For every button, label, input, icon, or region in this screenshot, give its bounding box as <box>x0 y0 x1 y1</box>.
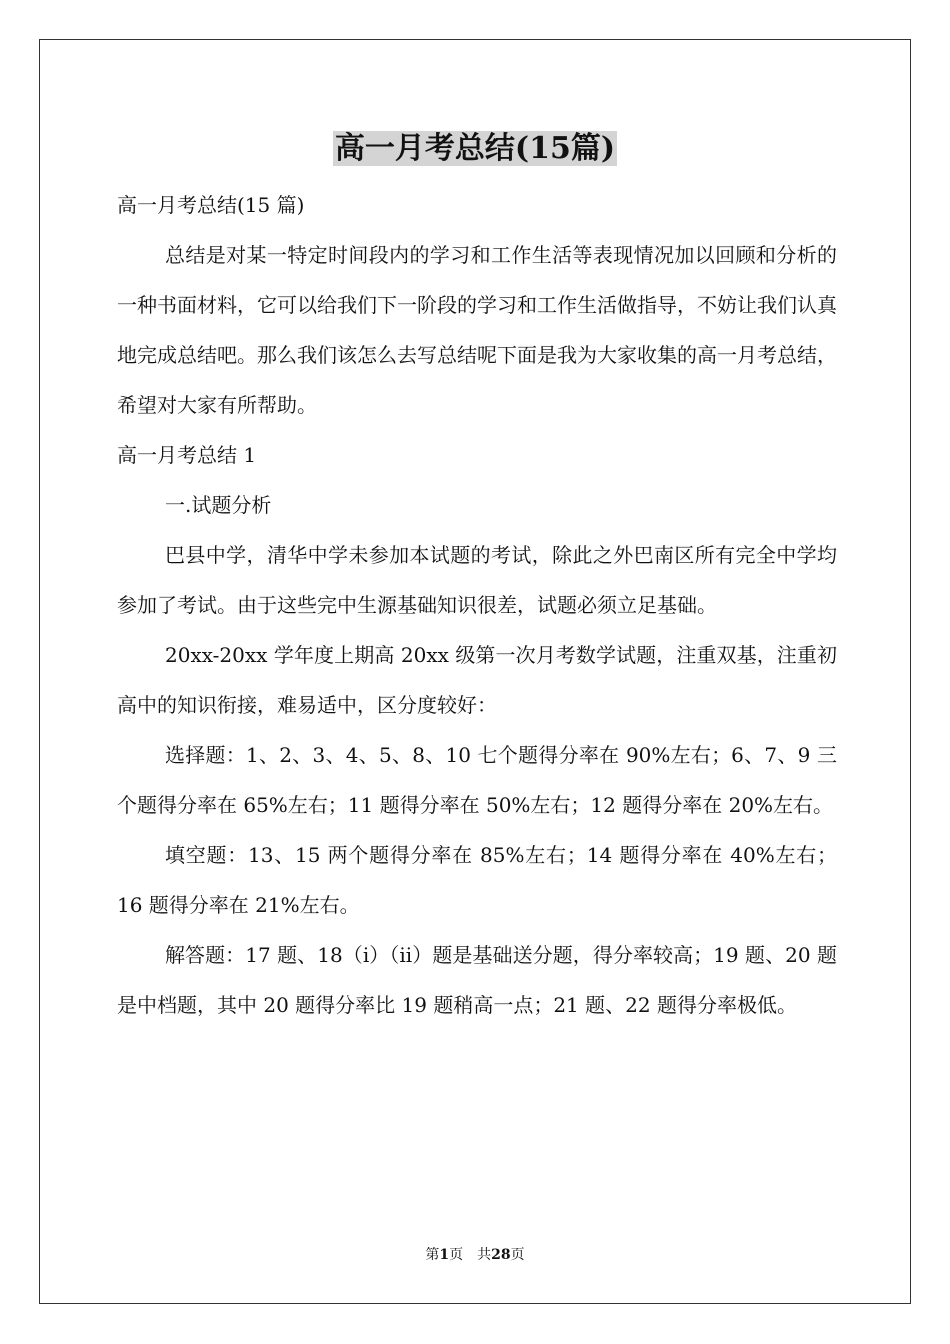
total-page-number: 28 <box>491 1247 511 1263</box>
body-paragraph: 巴县中学，清华中学未参加本试题的考试，除此之外巴南区所有完全中学均参加了考试。由于这些完中生源基础知识很差，试题必须立足基础。 <box>117 543 837 617</box>
footer-mid: 页 共 <box>449 1247 492 1263</box>
document-subtitle: 高一月考总结(15 篇) <box>117 193 305 217</box>
body-paragraph: 选择题：1、2、3、4、5、8、10 七个题得分率在 90%左右；6、7、9 三个题得分率在 65%左右；11 题得分率在 50%左右；12 题得分率在 20%左右。 <box>117 743 837 817</box>
page-footer <box>0 1244 950 1264</box>
document-body <box>117 180 837 1030</box>
body-paragraph: 解答题：17 题、18（i）（ii）题是基础送分题，得分率较高；19 题、20 题是中档题，其中 20 题得分率比 19 题稍高一点；21 题、22 题得分率极低。 <box>117 943 837 1017</box>
body-paragraph: 20xx-20xx 学年度上期高 20xx 级第一次月考数学试题，注重双基，注重初高中的知识衔接，难易适中，区分度较好： <box>117 643 837 717</box>
document-title-text: 高一月考总结(15篇) <box>334 131 616 166</box>
body-paragraph: 填空题：13、15 两个题得分率在 85%左右；14 题得分率在 40%左右；16 题得分率在 21%左右。 <box>117 843 837 917</box>
footer-prefix: 第 <box>425 1247 440 1263</box>
intro-paragraph: 总结是对某一特定时间段内的学习和工作生活等表现情况加以回顾和分析的一种书面材料，它可以给我们下一阶段的学习和工作生活做指导，不妨让我们认真地完成总结吧。那么我们该怎么去写总结呢下面是我为大家收集的高一月考总结，希望对大家有所帮助。 <box>117 243 837 417</box>
section-heading: 高一月考总结 1 <box>117 443 257 467</box>
current-page-number: 1 <box>439 1247 450 1263</box>
subsection-heading: 一.试题分析 <box>165 493 272 517</box>
footer-suffix: 页 <box>510 1247 525 1263</box>
document-title <box>0 126 950 172</box>
